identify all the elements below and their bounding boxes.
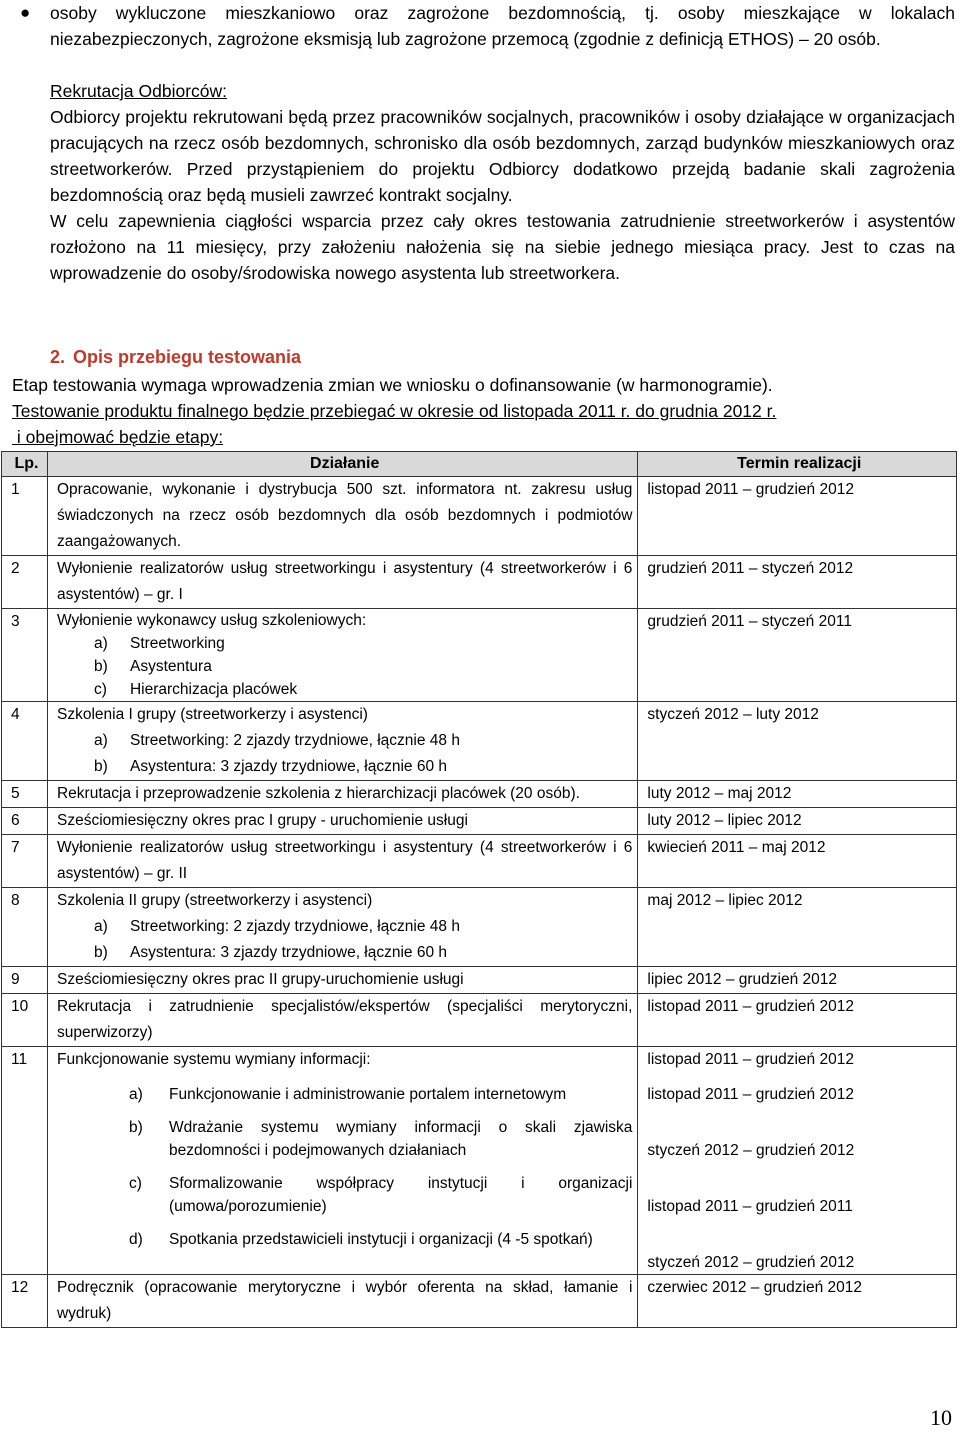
- row-lp: 2: [2, 556, 48, 609]
- row-term: luty 2012 – maj 2012: [638, 781, 957, 808]
- row-action-text: Szkolenia I grupy (streetworkerzy i asystenci): [56, 706, 368, 723]
- row-term: kwiecień 2011 – maj 2012: [638, 835, 957, 888]
- row-term: luty 2012 – lipiec 2012: [638, 808, 957, 835]
- row-term: czerwiec 2012 – grudzień 2012: [638, 1275, 957, 1328]
- row-lp: 10: [2, 994, 48, 1047]
- row-action: [47, 1047, 637, 1275]
- row-term: listopad 2011 – grudzień 2012: [638, 994, 957, 1047]
- section-2: [12, 344, 952, 450]
- recruitment-paragraph-1: Odbiorcy projektu rekrutowani będą przez pracowników socjalnych, pracowników i osoby działające w organizacjach pracujących na rzecz osób bezdomnych, schronisko dla osób bezdomnych, zarząd budynków mieszkaniowych oraz streetworkerów. Przed przystąpieniem do projektu Odbiorcy dodatkowo przejdą badanie skali zagrożenia bezdomnością oraz będą musieli zawrzeć kontrakt socjalny.: [50, 107, 955, 205]
- sub-item: [57, 632, 632, 655]
- table-row: [2, 1275, 957, 1328]
- row-term: grudzień 2011 – styczeń 2011: [638, 609, 957, 702]
- table-row: [2, 835, 957, 888]
- table-row: [2, 808, 957, 835]
- sub-text: Funkcjonowanie i administrowanie portalem internetowym: [168, 1086, 567, 1103]
- row-lp: 11: [2, 1047, 48, 1275]
- table-row: [2, 609, 957, 702]
- sub-item: [57, 914, 632, 940]
- table-row: [2, 781, 957, 808]
- table-row: [2, 994, 957, 1047]
- row-action: Sześciomiesięczny okres prac I grupy - uruchomienie usługi: [47, 808, 637, 835]
- bullet-item: [20, 0, 955, 52]
- row-term: grudzień 2011 – styczeń 2012: [638, 556, 957, 609]
- header-lp: Lp.: [2, 452, 48, 477]
- row-lp: 12: [2, 1275, 48, 1328]
- recruitment-heading: Rekrutacja Odbiorców:: [50, 81, 228, 101]
- term-text: listopad 2011 – grudzień 2012: [647, 1086, 854, 1103]
- term-text: styczeń 2012 – grudzień 2012: [647, 1142, 855, 1159]
- row-lp: 3: [2, 609, 48, 702]
- row-action-text: Wyłonienie wykonawcy usług szkoleniowych:: [56, 612, 367, 629]
- row-action: Rekrutacja i przeprowadzenie szkolenia z hierarchizacji placówek (20 osób).: [47, 781, 637, 808]
- sub-text: Wdrażanie systemu wymiany informacji o skali zjawiska bezdomności i podejmowanych działaniach: [168, 1119, 633, 1159]
- section-title: Opis przebiegu testowania: [73, 347, 302, 367]
- recruitment-paragraph-2: W celu zapewnienia ciągłości wsparcia przez cały okres testowania zatrudnienie streetworkerów i asystentów rozłożono na 11 miesięcy, przy założeniu nałożenia się na siebie jednego miesiąca pracy. Jest to czas na wprowadzenie do osoby/środowiska nowego asystenta lub streetworkera.: [50, 211, 955, 283]
- row-term: lipiec 2012 – grudzień 2012: [638, 967, 957, 994]
- sub-text: Streetworking: [129, 635, 225, 652]
- section-2-line-2: Testowanie produktu finalnego będzie przebiegać w okresie od listopada 2011 r. do grudnia 2012 r.: [12, 401, 777, 421]
- row-lp: 1: [2, 477, 48, 556]
- sub-text: Sformalizowanie współpracy instytucji i organizacji (umowa/porozumienie): [168, 1175, 633, 1215]
- sub-letter: c): [93, 681, 107, 698]
- schedule-table: [1, 451, 957, 1328]
- sub-letter: a): [93, 732, 108, 749]
- row-action: Podręcznik (opracowanie merytoryczne i wybór oferenta na skład, łamanie i wydruk): [47, 1275, 637, 1328]
- sub-text: Spotkania przedstawicieli instytucji i organizacji (4 -5 spotkań): [168, 1231, 593, 1248]
- term-text: listopad 2011 – grudzień 2011: [647, 1198, 853, 1215]
- sub-letter: a): [128, 1086, 143, 1103]
- sub-text: Asystentura: 3 zjazdy trzydniowe, łącznie 60 h: [129, 758, 448, 775]
- row-action-text: Funkcjonowanie systemu wymiany informacji:: [56, 1051, 371, 1068]
- row-lp: 8: [2, 888, 48, 967]
- row-action: [47, 609, 637, 702]
- sub-text: Streetworking: 2 zjazdy trzydniowe, łącznie 48 h: [129, 732, 460, 749]
- table-row: [2, 888, 957, 967]
- row-term: styczeń 2012 – luty 2012: [638, 702, 957, 781]
- header-term: Termin realizacji: [638, 452, 957, 477]
- section-2-line-3: i obejmować będzie etapy:: [12, 427, 224, 447]
- table-header-row: [2, 452, 957, 477]
- row-action: Sześciomiesięczny okres prac II grupy-uruchomienie usługi: [47, 967, 637, 994]
- recruitment-section: [50, 78, 955, 286]
- sub-item: [57, 655, 632, 678]
- row-term: [638, 1047, 957, 1275]
- table-row: [2, 967, 957, 994]
- term-text: listopad 2011 – grudzień 2012: [647, 1051, 854, 1068]
- table-row: [2, 702, 957, 781]
- sub-text: Asystentura: [129, 658, 212, 675]
- row-action: Wyłonienie realizatorów usług streetworkingu i asystentury (4 streetworkerów i 6 asystentów) – gr. II: [47, 835, 637, 888]
- row-action: Wyłonienie realizatorów usług streetworkingu i asystentury (4 streetworkerów i 6 asystentów) – gr. I: [47, 556, 637, 609]
- section-2-heading: [12, 344, 952, 370]
- section-number: 2.: [50, 347, 66, 367]
- row-lp: 6: [2, 808, 48, 835]
- row-lp: 7: [2, 835, 48, 888]
- sub-letter: b): [93, 944, 108, 961]
- sub-letter: b): [128, 1119, 143, 1136]
- table-row: [2, 477, 957, 556]
- term-text: styczeń 2012 – grudzień 2012: [647, 1254, 855, 1271]
- sub-text: Hierarchizacja placówek: [129, 681, 298, 698]
- sub-item: [57, 940, 632, 966]
- row-lp: 5: [2, 781, 48, 808]
- bullet-text: osoby wykluczone mieszkaniowo oraz zagrożone bezdomnością, tj. osoby mieszkające w lokalach niezabezpieczonych, zagrożone eksmisją lub zagrożone przemocą (zgodnie z definicją ETHOS) – 20 osób.: [50, 3, 955, 49]
- row-lp: 4: [2, 702, 48, 781]
- sub-text: Streetworking: 2 zjazdy trzydniowe, łącznie 48 h: [129, 918, 460, 935]
- sub-item: [57, 1083, 632, 1106]
- sub-letter: a): [93, 918, 108, 935]
- sub-item: [57, 728, 632, 754]
- sub-item: [57, 1228, 632, 1251]
- row-action: [47, 888, 637, 967]
- sub-item: [57, 678, 632, 701]
- sub-letter: c): [128, 1175, 142, 1192]
- row-action: [47, 702, 637, 781]
- table-row: [2, 1047, 957, 1275]
- page-number: 10: [930, 1405, 952, 1430]
- sub-item: [57, 1172, 632, 1218]
- bullet-icon: ●: [20, 3, 31, 22]
- row-action: Rekrutacja i zatrudnienie specjalistów/ekspertów (specjaliści merytoryczni, superwizorzy): [47, 994, 637, 1047]
- sub-letter: b): [93, 758, 108, 775]
- row-term: listopad 2011 – grudzień 2012: [638, 477, 957, 556]
- row-action-text: Szkolenia II grupy (streetworkerzy i asystenci): [56, 892, 373, 909]
- row-lp: 9: [2, 967, 48, 994]
- row-term: maj 2012 – lipiec 2012: [638, 888, 957, 967]
- sub-letter: d): [128, 1231, 143, 1248]
- sub-item: [57, 1116, 632, 1162]
- sub-item: [57, 754, 632, 780]
- header-action: Działanie: [47, 452, 637, 477]
- table-row: [2, 556, 957, 609]
- sub-letter: b): [93, 658, 108, 675]
- sub-text: Asystentura: 3 zjazdy trzydniowe, łącznie 60 h: [129, 944, 448, 961]
- row-action: Opracowanie, wykonanie i dystrybucja 500 szt. informatora nt. zakresu usług świadczonych na rzecz osób bezdomnych dla osób bezdomnych i podmiotów zaangażowanych.: [47, 477, 637, 556]
- sub-letter: a): [93, 635, 108, 652]
- section-2-line-1: Etap testowania wymaga wprowadzenia zmian we wniosku o dofinansowanie (w harmonogramie).: [12, 375, 773, 395]
